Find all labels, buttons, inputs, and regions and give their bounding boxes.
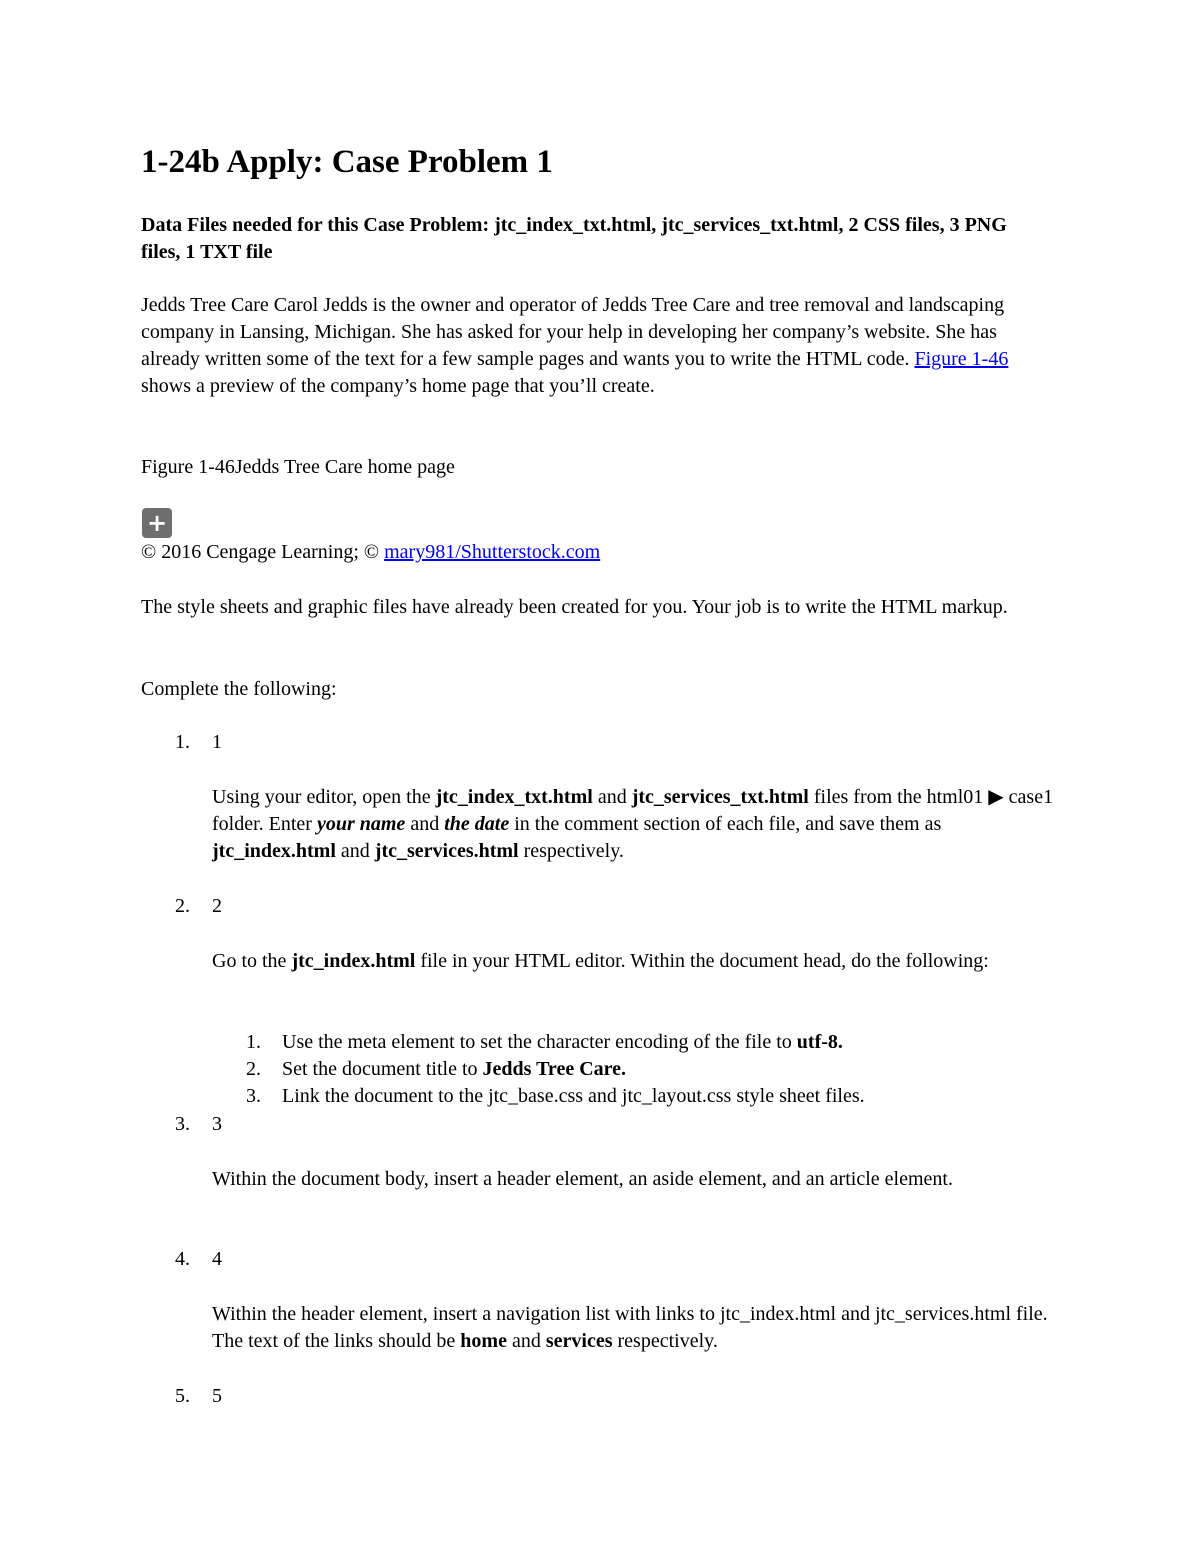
step-4-text — [212, 1301, 1062, 1355]
step-2-sub-1 — [246, 1029, 843, 1056]
step-5-number: 5. — [175, 1385, 190, 1407]
text: Using your editor, open the — [212, 786, 436, 808]
text: and — [335, 840, 375, 862]
filename: jtc_index.html — [212, 840, 336, 862]
sub-number: 3. — [246, 1085, 261, 1107]
step-2-number: 2. — [175, 895, 190, 917]
figure-caption: Figure 1-46Jedds Tree Care home page — [141, 456, 455, 478]
text: and — [592, 786, 632, 808]
style-sheets-paragraph: The style sheets and graphic files have already been created for you. Your job is to write the HTML markup. — [141, 596, 1008, 618]
text: Link the document to the jtc_base.css and jtc_layout.css style sheet files. — [282, 1085, 865, 1107]
step-3-label: 3 — [212, 1113, 222, 1135]
emphasis: services — [545, 1330, 613, 1352]
figure-link[interactable]: Figure 1-46 — [914, 348, 1009, 370]
text: in the comment section of each file, and save them as — [509, 813, 942, 835]
emphasis: your name — [316, 813, 406, 835]
text: Use the meta element to set the character encoding of the file to — [282, 1031, 797, 1053]
intro-paragraph — [141, 292, 1051, 400]
step-4-number: 4. — [175, 1248, 190, 1270]
credit-text: © 2016 Cengage Learning; © — [141, 541, 385, 563]
step-2-label: 2 — [212, 895, 222, 917]
step-1-text — [212, 784, 1062, 865]
text: case1 folder. Enter — [212, 786, 1054, 835]
text: and — [405, 813, 445, 835]
complete-label: Complete the following: — [141, 678, 337, 700]
step-4-label: 4 — [212, 1248, 222, 1270]
sub-number: 2. — [246, 1058, 261, 1080]
step-1-label: 1 — [212, 731, 222, 753]
page-title: 1-24b Apply: Case Problem 1 — [141, 144, 553, 180]
data-files-note: Data Files needed for this Case Problem: jtc_index_txt.html, jtc_services_txt.html, 2 CSS files, 3 PNG files, 1 TXT file — [141, 214, 1007, 263]
filename: jtc_index.html — [291, 950, 416, 972]
emphasis: utf-8. — [796, 1031, 843, 1053]
text: respectively. — [612, 1330, 718, 1352]
shutterstock-link[interactable]: mary981/Shutterstock.com — [384, 541, 601, 563]
sub-number: 1. — [246, 1031, 261, 1053]
intro-text: Jedds Tree Care Carol Jedds is the owner and operator of Jedds Tree Care and tree removal and landscaping company in Lansing, Michigan. She has asked for your help in developing her company’s website. She has already written some of the text for a few sample pages and wants you to write the HTML code. — [141, 294, 1005, 370]
arrow-icon: ▶ — [988, 786, 1004, 808]
step-5-label: 5 — [212, 1385, 222, 1407]
text: Set the document title to — [282, 1058, 483, 1080]
step-3-text: Within the document body, insert a header element, an aside element, and an article element. — [212, 1168, 953, 1190]
image-credit — [141, 539, 600, 566]
step-2-text — [212, 948, 1062, 975]
text: file in your HTML editor. Within the document head, do the following: — [415, 950, 989, 972]
intro-text-end: shows a preview of the company’s home page that you’ll create. — [141, 375, 655, 397]
plus-icon[interactable]: + — [142, 508, 172, 538]
emphasis: home — [460, 1330, 507, 1352]
text: files from the html01 — [808, 786, 989, 808]
text: Go to the — [212, 950, 292, 972]
step-1-number: 1. — [175, 731, 190, 753]
text: and — [506, 1330, 546, 1352]
step-2-sub-2 — [246, 1056, 626, 1083]
emphasis: the date — [444, 813, 510, 835]
filename: jtc_index_txt.html — [435, 786, 593, 808]
emphasis: Jedds Tree Care. — [482, 1058, 627, 1080]
filename: jtc_services.html — [374, 840, 519, 862]
filename: jtc_services_txt.html — [631, 786, 809, 808]
step-2-sub-3 — [246, 1083, 865, 1110]
step-3-number: 3. — [175, 1113, 190, 1135]
text: Within the header element, insert a navigation list with links to jtc_index.html and jtc_services.html file. The text of the links should be — [212, 1303, 1048, 1352]
text: respectively. — [518, 840, 624, 862]
